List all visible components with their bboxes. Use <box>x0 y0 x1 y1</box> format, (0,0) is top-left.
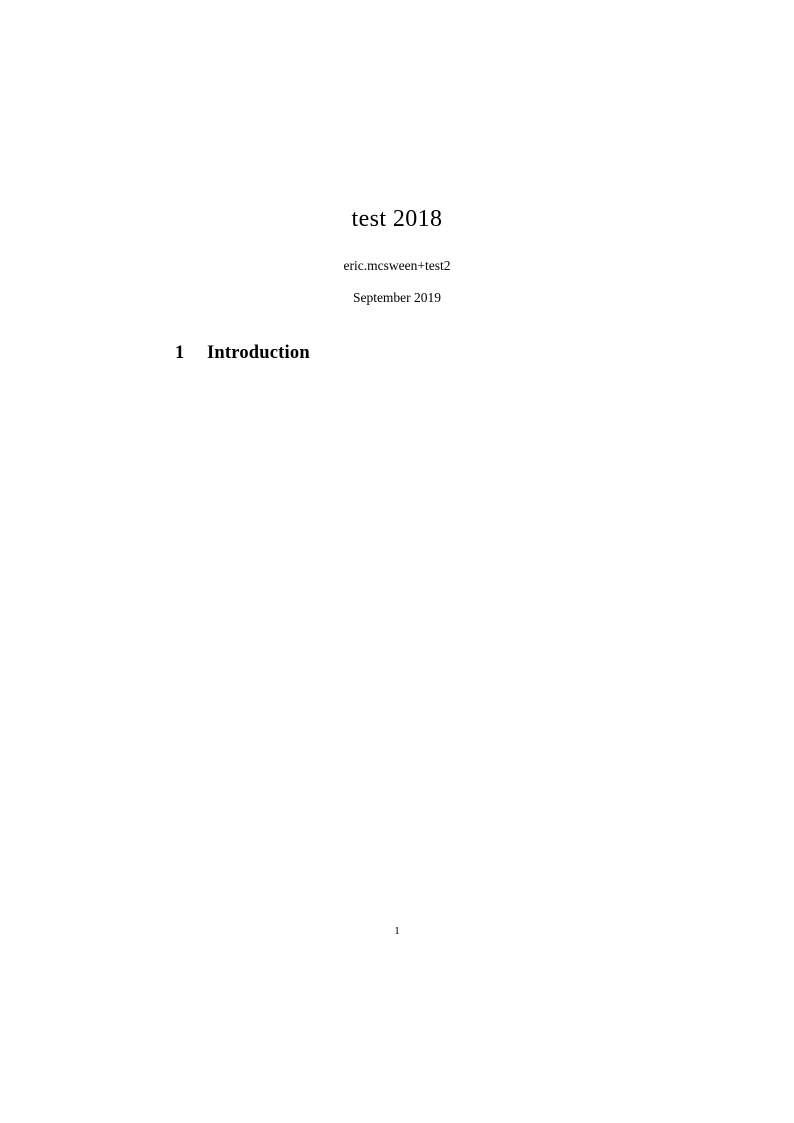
title-block <box>0 205 794 306</box>
document-author: eric.mcsween+test2 <box>343 257 451 273</box>
document-title: test 2018 <box>351 206 443 232</box>
page-number: 1 <box>394 925 400 937</box>
section-heading-introduction <box>175 343 310 364</box>
document-date: September 2019 <box>352 289 442 305</box>
section-number: 1 <box>175 343 185 363</box>
section-title: Introduction <box>207 343 310 363</box>
